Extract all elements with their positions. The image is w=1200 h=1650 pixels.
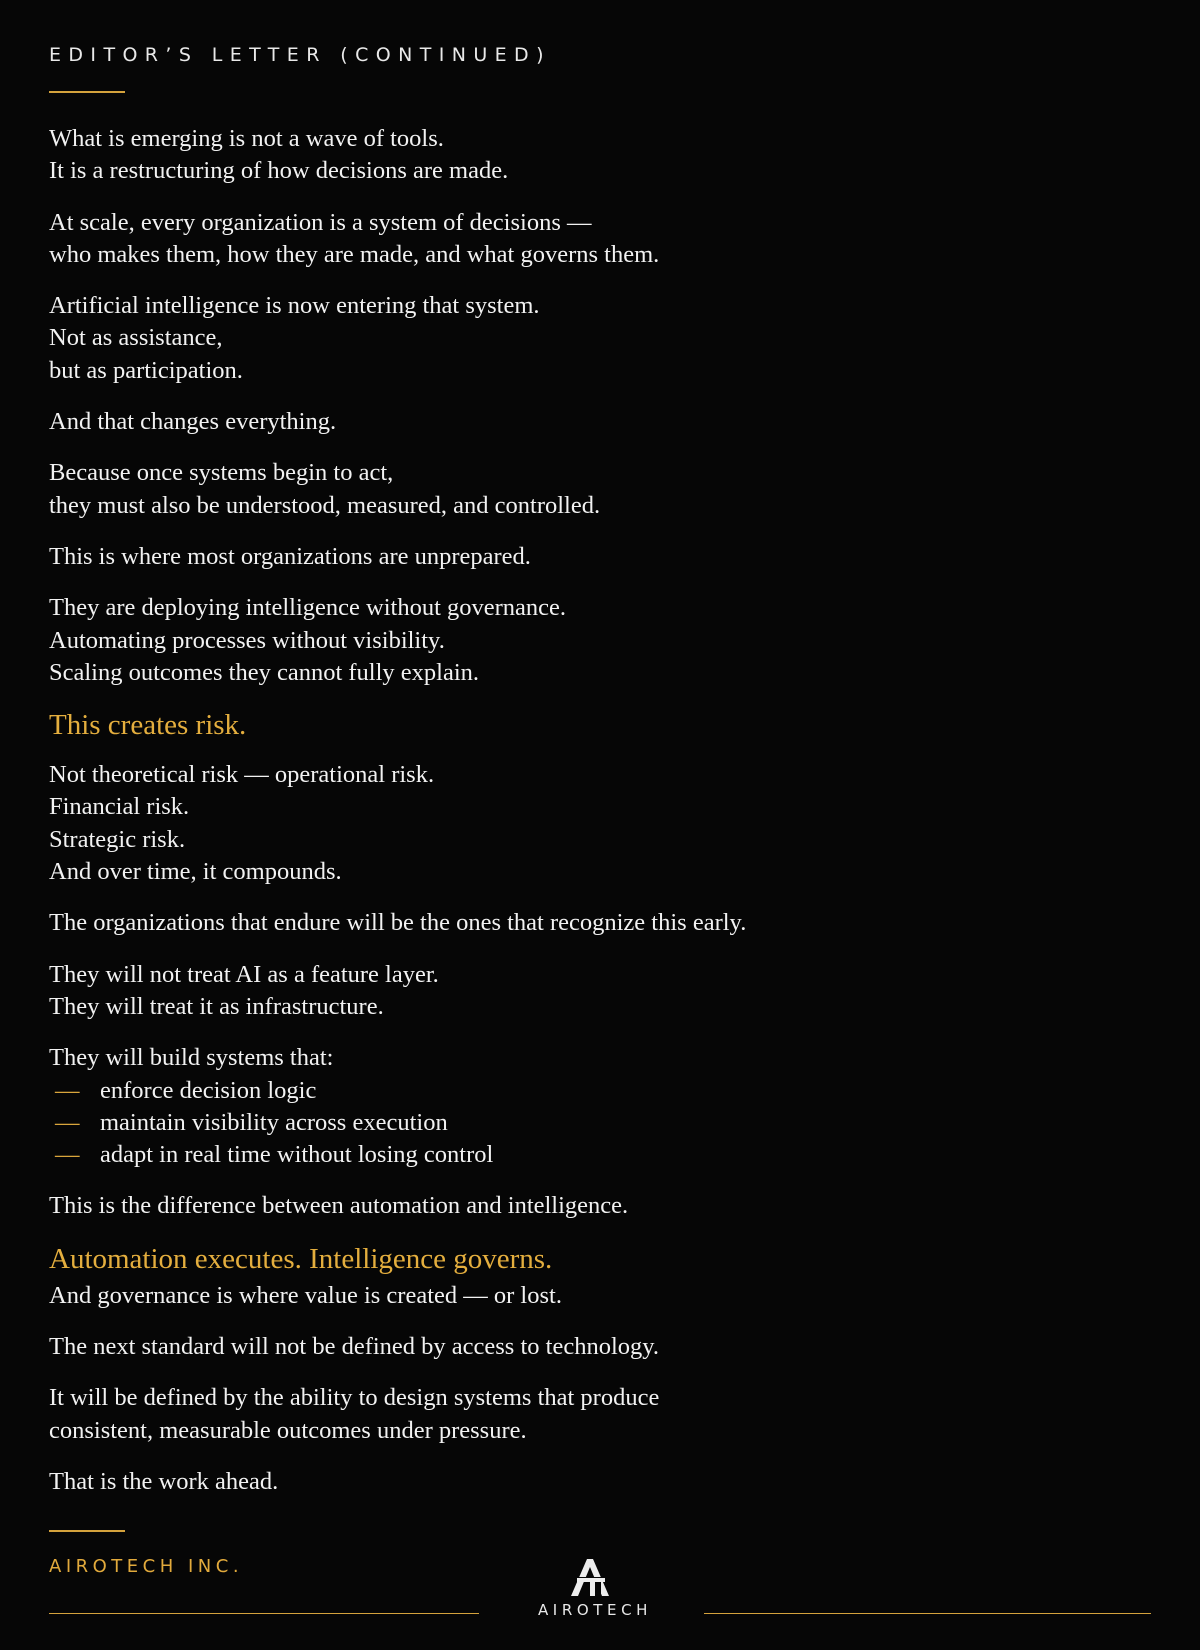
footer-rule-right: [704, 1613, 1151, 1614]
list-intro: They will build systems that:: [49, 1044, 334, 1072]
company-signature: AIROTECH INC.: [49, 1556, 244, 1577]
text-line: What is emerging is not a wave of tools.: [49, 125, 444, 152]
text-line: Scaling outcomes they cannot fully explain.: [49, 658, 480, 686]
paragraph: [49, 592, 1149, 689]
text-line: who makes them, how they are made, and what governs them.: [49, 240, 660, 268]
text-line: They will not treat AI as a feature layer.: [49, 960, 439, 988]
list-item-text: maintain visibility across execution: [100, 1108, 448, 1136]
paragraph: [49, 207, 1149, 272]
text-line: At scale, every organization is a system of decisions —: [49, 208, 592, 236]
list-item: [49, 1075, 1149, 1107]
paragraph: [49, 907, 1149, 939]
paragraph: [49, 1382, 1149, 1447]
footer-rule-left: [49, 1613, 479, 1614]
text-line: The organizations that endure will be the ones that recognize this early.: [49, 909, 747, 937]
text-line: Automating processes without visibility.: [49, 626, 445, 654]
list-item-text: enforce decision logic: [100, 1076, 317, 1104]
paragraph: [49, 1280, 1149, 1312]
text-line: And governance is where value is created — or lost.: [49, 1281, 562, 1309]
footer-wordmark: AIROTECH: [537, 1601, 653, 1619]
dash-marker: —: [55, 1141, 80, 1169]
paragraph: [49, 406, 1149, 438]
text-line: they must also be understood, measured, and controlled.: [49, 491, 601, 519]
paragraph: [49, 1466, 1149, 1498]
systems-list: [49, 1042, 1149, 1171]
text-line: It will be defined by the ability to design systems that produce: [49, 1384, 660, 1412]
paragraph: [49, 759, 1149, 888]
text-line: This is the difference between automation and intelligence.: [49, 1192, 629, 1220]
text-line: Strategic risk.: [49, 825, 186, 853]
text-line: That is the work ahead.: [49, 1467, 279, 1495]
paragraph: [49, 959, 1149, 1024]
text-line: The next standard will not be defined by access to technology.: [49, 1333, 660, 1361]
dash-marker: —: [55, 1076, 80, 1104]
text-line: Artificial intelligence is now entering that system.: [49, 292, 540, 320]
list-item-text: adapt in real time without losing control: [100, 1141, 494, 1169]
callout-risk: This creates risk.: [49, 709, 247, 742]
paragraph: [49, 123, 1149, 188]
text-line: This is where most organizations are unprepared.: [49, 542, 531, 570]
section-kicker: EDITOR’S LETTER (CONTINUED): [49, 44, 551, 66]
callout-governs: Automation executes. Intelligence governs.: [49, 1242, 553, 1275]
text-line: consistent, measurable outcomes under pressure.: [49, 1416, 527, 1444]
paragraph: [49, 1331, 1149, 1363]
list-item: [49, 1107, 1149, 1139]
paragraph: [49, 541, 1149, 573]
paragraph: [49, 457, 1149, 522]
letter-body: [49, 123, 1149, 1517]
dash-marker: —: [55, 1108, 80, 1136]
text-line: Not theoretical risk — operational risk.: [49, 761, 435, 789]
text-line: Because once systems begin to act,: [49, 459, 394, 487]
kicker-underline: [49, 91, 125, 93]
text-line: Not as assistance,: [49, 324, 223, 352]
paragraph: [49, 1190, 1149, 1222]
airotech-logo-icon: [567, 1557, 613, 1597]
text-line: They are deploying intelligence without governance.: [49, 594, 567, 622]
text-line: but as participation.: [49, 356, 243, 384]
paragraph: [49, 290, 1149, 387]
signature-rule: [49, 1530, 125, 1532]
text-line: Financial risk.: [49, 793, 190, 821]
text-line: And over time, it compounds.: [49, 858, 342, 886]
text-line: They will treat it as infrastructure.: [49, 992, 384, 1020]
text-line: And that changes everything.: [49, 408, 337, 436]
text-line: It is a restructuring of how decisions are made.: [49, 157, 509, 185]
list-item: [49, 1139, 1149, 1171]
